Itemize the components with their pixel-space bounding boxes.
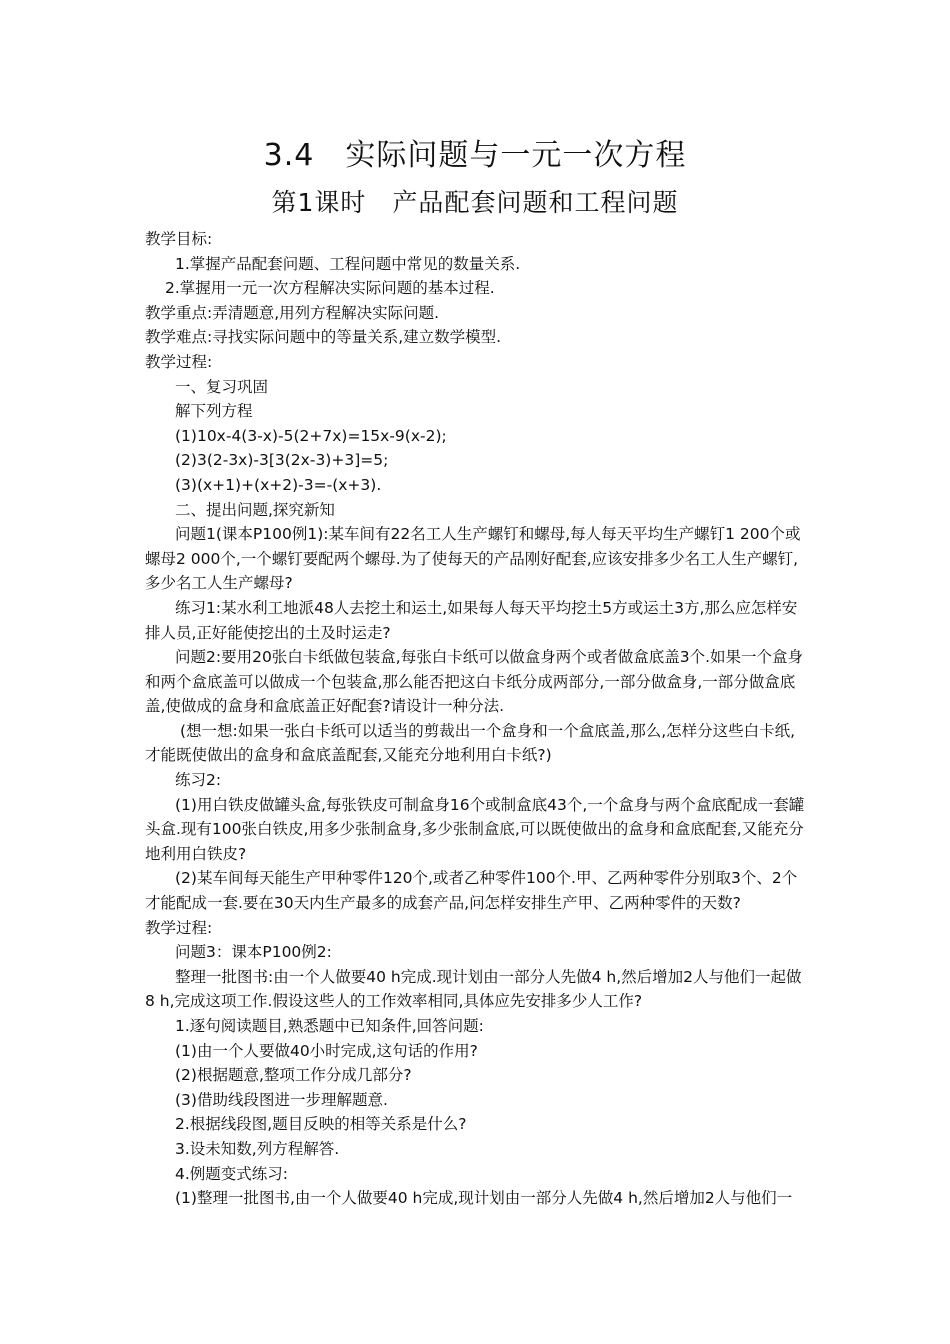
- step-item: 3.设未知数,列方程解答.: [175, 1139, 340, 1158]
- page-title: 3.4 实际问题与一元一次方程: [263, 138, 687, 173]
- think-paragraph: (想一想:如果一张白卡纸可以适当的剪裁出一个盒身和一个盒底盖,那么,怎样分这些白卡纸,才能既使做出的盒身和盒底盖配套,又能充分地利用白卡纸?): [145, 721, 796, 765]
- equation: (2)3(2-3x)-3[3(2x-3)+3]=5;: [175, 451, 389, 470]
- step-item: 1.逐句阅读题目,熟悉题中已知条件,回答问题:: [175, 1017, 484, 1035]
- problem-paragraph: 问题2:要用20张白卡纸做包装盒,每张白卡纸可以做盒身两个或者做盒底盖3个.如果一个盒身和两个盒底盖可以做成一个包装盒,那么能否把这白卡纸分成两部分,一部分做盒身,一部分做盒底盖,使做成的盒身和盒底盖正好配套?请设计一种分法.: [145, 648, 804, 716]
- equation: (1)10x-4(3-x)-5(2+7x)=15x-9(x-2);: [175, 426, 447, 445]
- exercise-paragraph: 练习1:某水利工地派48人去挖土和运土,如果每人每天平均挖土5方或运土3方,那么应怎样安排人员,正好能使挖出的土及时运走?: [145, 598, 798, 642]
- section-heading: 教学过程:: [145, 918, 213, 937]
- page-subtitle: 第1课时 产品配套问题和工程问题: [271, 188, 679, 217]
- exercise-paragraph: (1)整理一批图书,由一个人做要40 h完成,现计划由一部分人先做4 h,然后增加2人与他们一: [175, 1189, 793, 1208]
- problem-paragraph: 问题1(课本P100例1):某车间有22名工人生产螺钉和螺母,每人每天平均生产螺钉1 200个或螺母2 000个,一个螺钉要配两个螺母.为了使每天的产品刚好配套,应该安排多少名工人生产螺钉,多少名工人生产螺母?: [145, 525, 801, 593]
- question-item: (3)借助线段图进一步理解题意.: [175, 1090, 388, 1109]
- paragraph: 解下列方程: [175, 402, 253, 421]
- section-heading: 教学过程:: [145, 352, 213, 371]
- question-item: (2)根据题意,整项工作分成几部分?: [175, 1066, 412, 1085]
- objective-item: 2.掌握用一元一次方程解决实际问题的基本过程.: [165, 279, 495, 298]
- section-heading: 教学目标:: [145, 230, 213, 248]
- difficult-point: 教学难点:寻找实际问题中的等量关系,建立数学模型.: [145, 328, 502, 347]
- equation: (3)(x+1)+(x+2)-3=-(x+3).: [175, 475, 382, 494]
- subsection-heading: 二、提出问题,探究新知: [175, 500, 335, 519]
- problem-paragraph: 整理一批图书:由一个人做要40 h完成.现计划由一部分人先做4 h,然后增加2人与他们一起做8 h,完成这项工作.假设这些人的工作效率相同,具体应先安排多少人工作?: [145, 967, 802, 1011]
- exercise-heading: 练习2:: [175, 771, 222, 790]
- step-item: 4.例题变式练习:: [175, 1164, 289, 1183]
- document-body: [145, 227, 805, 1211]
- problem-heading: 问题3：课本P100例2:: [175, 943, 332, 962]
- exercise-paragraph: (1)用白铁皮做罐头盒,每张铁皮可制盒身16个或制盒底43个,一个盒身与两个盒底配成一套罐头盒.现有100张白铁皮,用多少张制盒身,多少张制盒底,可以既使做出的盒身和盒底配套,又能充分地利用白铁皮?: [145, 795, 805, 863]
- question-item: (1)由一个人要做40小时完成,这句话的作用?: [175, 1041, 478, 1060]
- objective-item: 1.掌握产品配套问题、工程问题中常见的数量关系.: [175, 254, 521, 273]
- exercise-paragraph: (2)某车间每天能生产甲种零件120个,或者乙种零件100个.甲、乙两种零件分别取3个、2个才能配成一套.要在30天内生产最多的成套产品,问怎样安排生产甲、乙两种零件的天数?: [145, 869, 798, 913]
- step-item: 2.根据线段图,题目反映的相等关系是什么?: [175, 1115, 467, 1134]
- subsection-heading: 一、复习巩固: [175, 377, 269, 396]
- key-point: 教学重点:弄清题意,用列方程解决实际问题.: [145, 303, 440, 322]
